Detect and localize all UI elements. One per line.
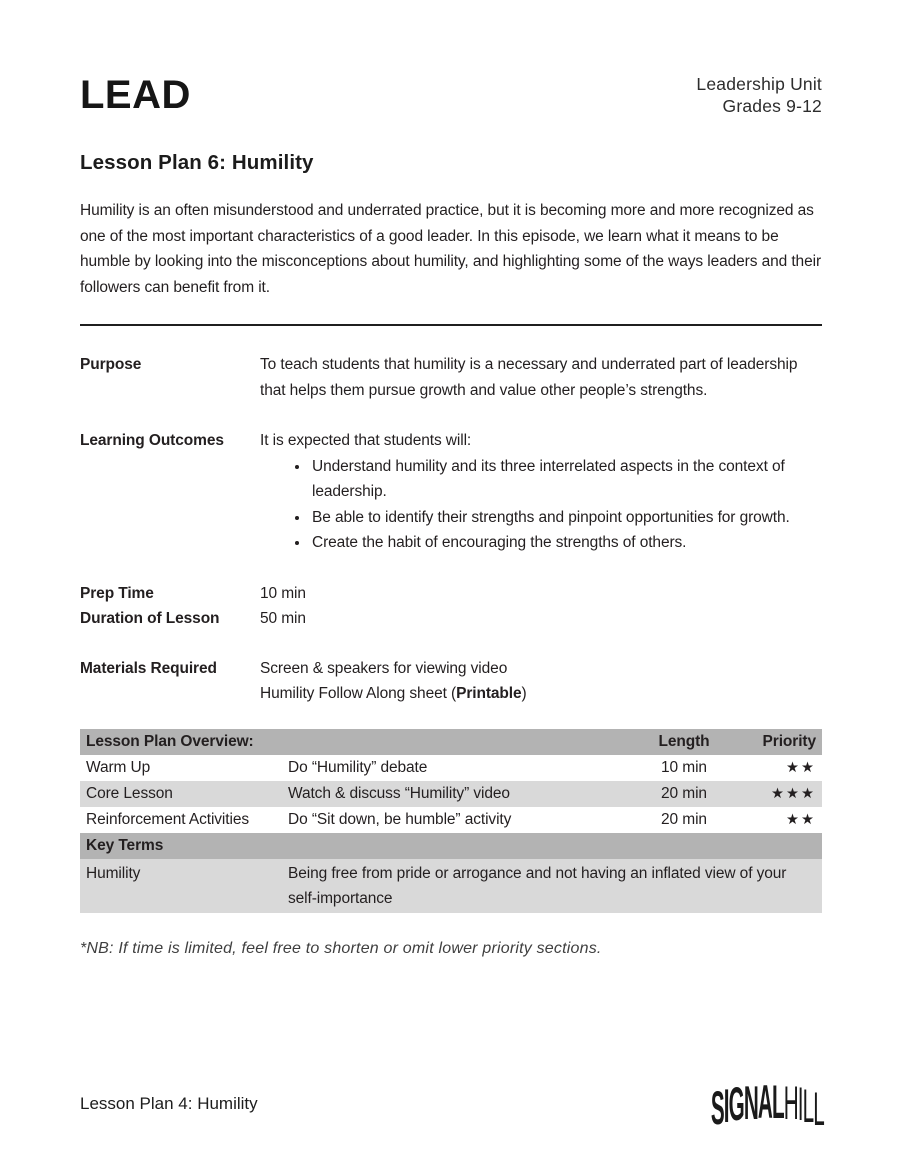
table-row: [80, 781, 822, 807]
intro-paragraph: Humility is an often misunderstood and underrated practice, but it is becoming more and more recognized as one of the most important characteristics of a good leader. In this episode, we learn what it means to be humble by looking into the misconceptions about humility, and highlighting some of the ways leaders and their followers can benefit from it.: [80, 202, 822, 296]
prep-time-label: Prep Time: [80, 584, 154, 602]
duration-value: 50 min: [260, 610, 306, 627]
outcomes-list: [260, 454, 822, 556]
activity-cell: Warm Up: [86, 758, 151, 776]
materials-line-2-prefix: Humility Follow Along sheet (: [260, 685, 457, 702]
learning-outcomes-label: Learning Outcomes: [80, 432, 224, 449]
section-divider: [80, 324, 822, 326]
key-term-name: Humility: [80, 859, 282, 913]
outcome-item: • Create the habit of encouraging the strengths of others.: [310, 530, 822, 556]
materials-printable-link[interactable]: Printable: [456, 685, 522, 702]
prep-time-row: [80, 581, 822, 607]
purpose-text: To teach students that humility is a necessary and underrated part of leadership that helps them pursue growth and value other people’s strengths.: [260, 356, 798, 399]
page-content: [80, 0, 822, 958]
purpose-label: Purpose: [80, 356, 142, 373]
brand-logo: S I G N A L H I L L: [710, 1075, 824, 1135]
description-cell: Watch & discuss “Humility” video: [282, 781, 642, 807]
length-cell: 20 min: [642, 781, 726, 807]
materials-line-1: Screen & speakers for viewing video: [260, 659, 508, 677]
key-term-definition: Being free from pride or arrogance and not having an inflated view of your self-importance: [282, 859, 822, 913]
length-cell: 10 min: [661, 758, 707, 776]
footer-page-label: Lesson Plan 4: Humility: [80, 1094, 258, 1113]
unit-grades: Grades 9-12: [722, 95, 822, 116]
key-terms-header: Key Terms: [80, 833, 822, 859]
timing-block: [80, 581, 822, 632]
materials-content: [260, 656, 822, 707]
nb-note: *NB: If time is limited, feel free to shorten or omit lower priority sections.: [80, 939, 602, 957]
materials-row: [80, 656, 822, 707]
materials-line-2: [260, 681, 822, 707]
page-title: Lesson Plan 6: Humility: [80, 151, 314, 174]
page-header: [80, 74, 822, 117]
priority-stars: ★★: [786, 811, 816, 828]
overview-header-title: Lesson Plan Overview:: [80, 729, 642, 755]
table-row: [80, 755, 822, 781]
materials-line-2-suffix: ): [521, 685, 527, 702]
overview-header-priority: Priority: [726, 729, 822, 755]
prep-time-value: 10 min: [260, 584, 306, 602]
description-cell: Do “Humility” debate: [288, 758, 428, 776]
lead-wordmark-logo: LEAD: [80, 73, 191, 117]
duration-row: [80, 606, 822, 632]
key-terms-header-row: [80, 833, 822, 859]
unit-info: [696, 74, 822, 117]
priority-stars: ★★★: [726, 781, 822, 807]
outcomes-intro: It is expected that students will:: [260, 432, 472, 449]
brand-logo-container: [567, 1075, 824, 1135]
learning-outcomes-content: [260, 428, 822, 556]
activity-cell: Reinforcement Activities: [86, 810, 249, 828]
unit-name: Leadership Unit: [696, 74, 822, 94]
table-row: [80, 807, 822, 833]
duration-label: Duration of Lesson: [80, 610, 220, 627]
activity-cell: Core Lesson: [80, 781, 282, 807]
outcome-item: • Be able to identify their strengths and pinpoint opportunities for growth.: [310, 505, 822, 531]
overview-header-length: Length: [642, 729, 726, 755]
learning-outcomes-row: [80, 428, 822, 556]
materials-label: Materials Required: [80, 659, 217, 677]
outcome-item: • Understand humility and its three interrelated aspects in the context of leadership.: [310, 454, 822, 505]
priority-stars: ★★: [786, 759, 816, 776]
overview-table-header-row: [80, 729, 822, 755]
purpose-row: [80, 352, 822, 403]
key-term-row: [80, 859, 822, 913]
length-cell: 20 min: [661, 810, 707, 828]
description-cell: Do “Sit down, be humble” activity: [288, 810, 512, 828]
overview-table: [80, 729, 822, 913]
